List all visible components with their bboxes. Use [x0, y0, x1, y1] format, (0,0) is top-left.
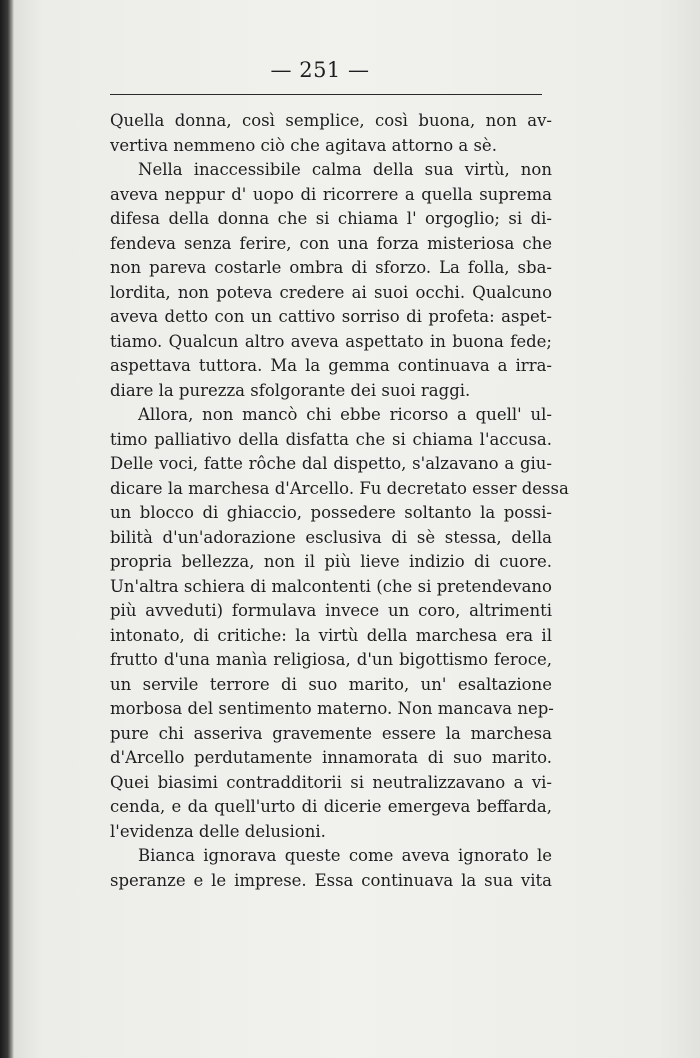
- page-number: — 251 —: [270, 58, 370, 82]
- text-line: Nella inaccessibile calma della sua virtù, non: [138, 160, 552, 179]
- text-line: frutto d'una manìa religiosa, d'un bigottismo feroce,: [110, 650, 552, 669]
- text-line: morbosa del sentimento materno. Non mancava nep-: [110, 699, 554, 718]
- text-line: aveva neppur d' uopo di ricorrere a quella suprema: [110, 184, 552, 204]
- text-line: Bianca ignorava queste come aveva ignorato le: [138, 846, 552, 865]
- text-line: un servile terrore di suo marito, un' esaltazione: [110, 674, 552, 694]
- text-line: più avveduti) formulava invece un coro, altrimenti: [110, 601, 552, 620]
- text-line: difesa della donna che si chiama l' orgoglio; si di-: [110, 209, 552, 228]
- text-line: pure chi asseriva gravemente essere la marchesa: [110, 723, 552, 743]
- text-line: intonato, di critiche: la virtù della marchesa era il: [110, 625, 552, 645]
- text-line: fendeva senza ferire, con una forza misteriosa che: [110, 233, 552, 253]
- text-line: aveva detto con un cattivo sorriso di profeta: aspet-: [110, 307, 552, 326]
- body-text: [110, 109, 569, 893]
- text-line: non pareva costarle ombra di sforzo. La folla, sba-: [110, 258, 552, 277]
- text-line: lordita, non poteva credere ai suoi occhi. Qualcuno: [110, 282, 552, 302]
- text-line: bilità d'un'adorazione esclusiva di sè stessa, della: [110, 527, 552, 547]
- text-line: d'Arcello perdutamente innamorata di suo marito.: [110, 748, 552, 767]
- text-line: Quella donna, così semplice, così buona, non av-: [110, 111, 552, 130]
- text-line: aspettava tuttora. Ma la gemma continuava a irra-: [110, 356, 552, 375]
- text-line: Allora, non mancò chi ebbe ricorso a quell' ul-: [138, 405, 552, 424]
- text-line: timo palliativo della disfatta che si chiama l'accusa.: [110, 429, 552, 449]
- text-line: Un'altra schiera di malcontenti (che si pretendevano: [110, 576, 552, 596]
- text-line: l'evidenza delle delusioni.: [110, 821, 326, 841]
- text-line: vertiva nemmeno ciò che agitava attorno a sè.: [110, 135, 497, 155]
- text-line: cenda, e da quell'urto di dicerie emergeva beffarda,: [110, 797, 552, 816]
- text-line: Quei biasimi contradditorii si neutralizzavano a vi-: [110, 772, 552, 792]
- text-line: dicare la marchesa d'Arcello. Fu decretato esser dessa: [110, 478, 569, 498]
- book-spine-shadow: [0, 0, 14, 1058]
- text-line: Delle voci, fatte rôche dal dispetto, s'alzavano a giu-: [110, 454, 552, 473]
- text-line: propria bellezza, non il più lieve indizio di cuore.: [110, 552, 552, 571]
- header-rule: [110, 94, 542, 95]
- text-line: tiamo. Qualcun altro aveva aspettato in buona fede;: [110, 331, 552, 351]
- text-line: speranze e le imprese. Essa continuava la sua vita: [110, 870, 552, 890]
- text-line: un blocco di ghiaccio, possedere soltanto la possi-: [110, 503, 552, 522]
- text-line: diare la purezza sfolgorante dei suoi raggi.: [110, 380, 471, 400]
